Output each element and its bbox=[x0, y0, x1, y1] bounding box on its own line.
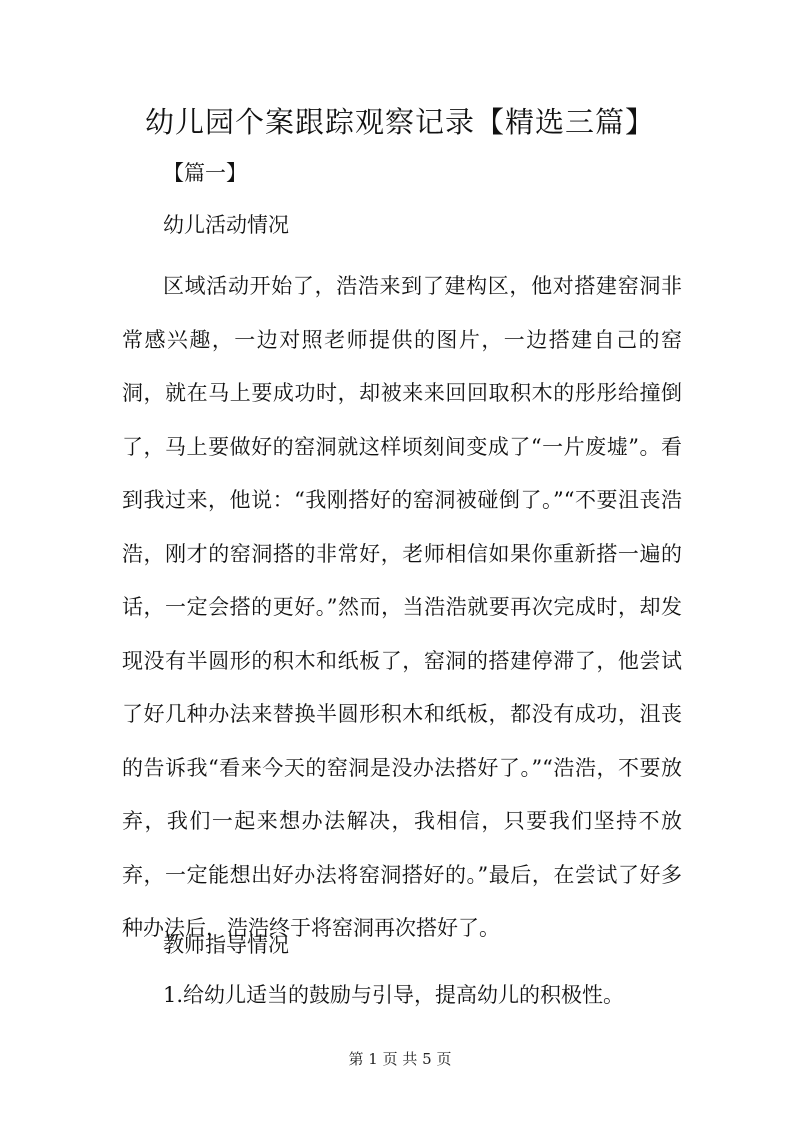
section-label: 【篇一】 bbox=[163, 161, 247, 185]
document-title: 幼儿园个案跟踪观察记录【精选三篇】 bbox=[144, 105, 655, 139]
page-footer: 第 1 页 共 5 页 bbox=[348, 1050, 452, 1068]
heading-teacher-guidance: 教师指导情况 bbox=[163, 933, 289, 957]
heading-activity: 幼儿活动情况 bbox=[163, 213, 289, 237]
list-item: 1.给幼儿适当的鼓励与引导，提高幼儿的积极性。 bbox=[163, 983, 625, 1007]
observation-paragraph: 区域活动开始了，浩浩来到了建构区，他对搭建窑洞非常感兴趣，一边对照老师提供的图片，一边搭建自己的窑洞，就在马上要成功时，却被来来回回取积木的彤彤给撞倒了，马上要做好的窑洞就这样顷刻间变成了“一片废墟”。看到我过来，他说：“我刚搭好的窑洞被碰倒了。”“不要沮丧浩浩，刚才的窑洞搭的非常好，老师相信如果你重新搭一遍的话，一定会搭的更好。”然而，当浩浩就要再次完成时，却发现没有半圆形的积木和纸板了，窑洞的搭建停滞了，他尝试了好几种办法来替换半圆形积木和纸板，都没有成功，沮丧的告诉我“看来今天的窑洞是没办法搭好了。”“浩浩，不要放弃，我们一起来想办法解决，我相信，只要我们坚持不放弃，一定能想出好办法将窑洞搭好的。”最后，在尝试了好多种办法后，浩浩终于将窑洞再次搭好了。 bbox=[122, 274, 682, 940]
